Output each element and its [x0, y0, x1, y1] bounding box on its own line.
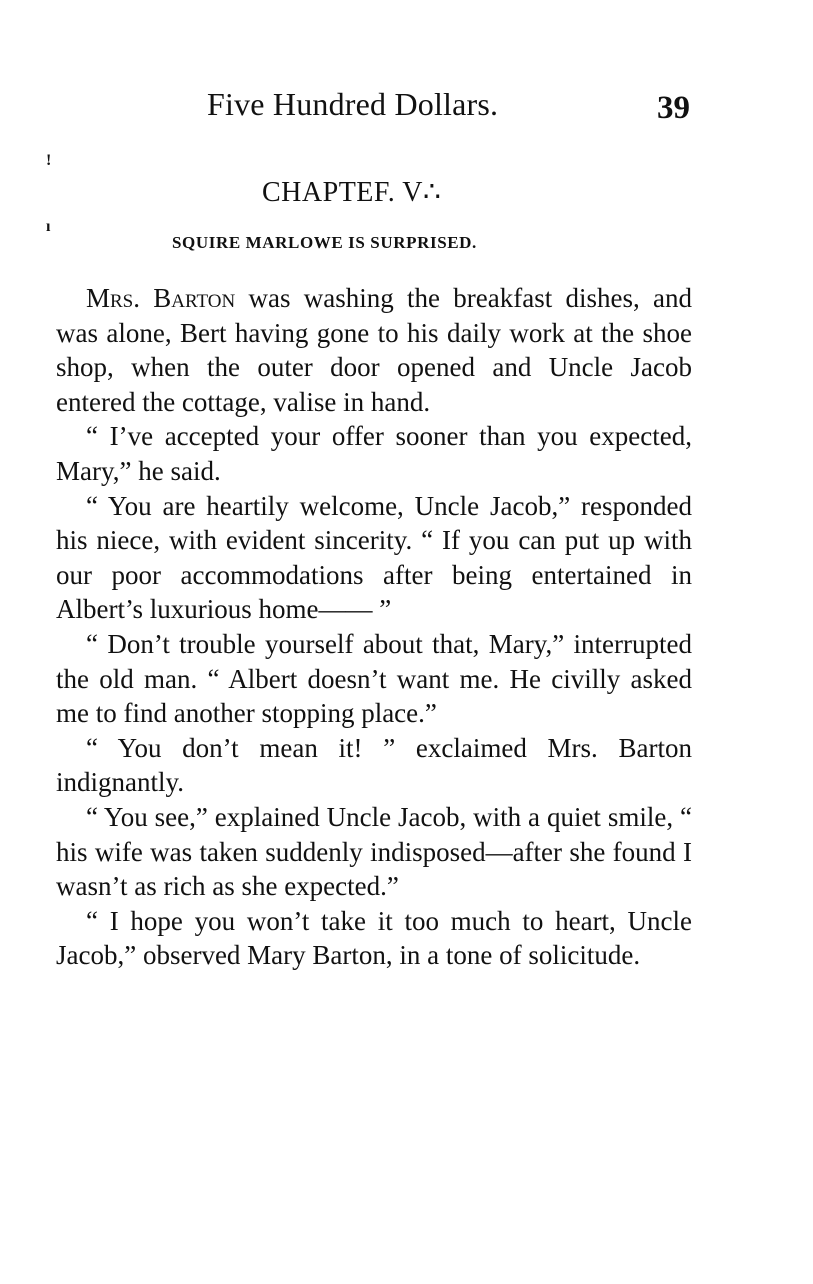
running-title: Five Hundred Dollars.: [207, 86, 499, 122]
page-number: 39: [657, 90, 690, 126]
paragraph: “ You don’t mean it! ” exclaimed Mrs. Barton indignantly.: [56, 732, 692, 798]
paragraph: “ I hope you won’t take it too much to heart, Uncle Jacob,” observed Mary Barton, in a tone of solicitude.: [56, 905, 692, 971]
paragraph: [56, 281, 692, 419]
paragraph: “ You are heartily welcome, Uncle Jacob,” responded his niece, with evident sincerity. “ If you can put up with our poor accommodations after being entertained in Albert’s luxurious home—— ”: [56, 490, 692, 625]
paragraph: “ You see,” explained Uncle Jacob, with a quiet smile, “ his wife was taken suddenly indisposed—after she found I wasn’t as rich as she expected.”: [56, 801, 692, 902]
paragraph: “ I’ve accepted your offer sooner than you expected, Mary,” he said.: [56, 421, 692, 486]
chapter-heading: CHAPTEF. V∴: [262, 177, 442, 208]
paragraph: “ Don’t trouble yourself about that, Mary,” interrupted the old man. “ Albert doesn’t want me. He civilly asked me to find another stopping place.”: [56, 628, 692, 729]
body-text: [56, 281, 692, 973]
paragraph-text: was washing the breakfast dishes, and was alone, Bert having gone to his daily work at the shoe shop, when the outer door opened and Uncle Jacob entered the cottage, valise in hand.: [56, 283, 692, 417]
opening-smallcaps: Mrs. Barton: [86, 283, 236, 313]
chapter-subtitle: SQUIRE MARLOWE IS SURPRISED.: [172, 233, 477, 252]
margin-mark: ı: [46, 218, 51, 235]
margin-mark: !: [46, 152, 52, 169]
